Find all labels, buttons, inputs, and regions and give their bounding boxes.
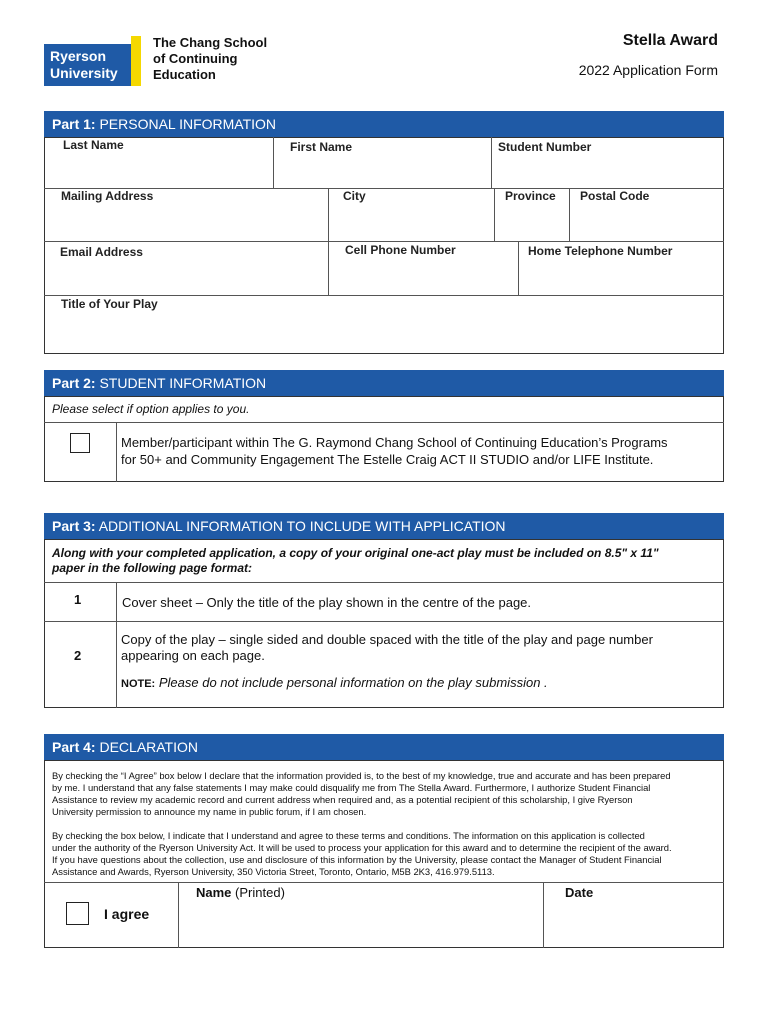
first-name-label: First Name: [290, 140, 353, 154]
part3-heading: [44, 513, 724, 539]
para1-line1: By checking the “I Agree” box below I declare that the information provided is, to the best of my knowledge, true and accurate and has been prepared: [52, 770, 671, 781]
postal-code-field[interactable]: [570, 205, 723, 240]
part1-title: PERSONAL INFORMATION: [99, 116, 277, 132]
mailing-address-label: Mailing Address: [61, 189, 154, 203]
divider: [44, 422, 724, 423]
province-field[interactable]: [495, 205, 568, 240]
declaration-para1: [52, 770, 720, 818]
divider: [116, 582, 117, 708]
divider: [44, 621, 724, 622]
option-line1: Member/participant within The G. Raymond Chang School of Continuing Education’s Programs: [121, 435, 668, 450]
para2-line1: By checking the box below, I indicate that I understand and agree to these terms and conditions. The information on this application is collected: [52, 830, 645, 841]
note: [121, 675, 548, 690]
divider: [116, 422, 117, 482]
declaration-para2: [52, 830, 720, 878]
home-phone-field[interactable]: [519, 260, 723, 294]
divider: [44, 241, 724, 242]
item2-line1: Copy of the play – single sided and double spaced with the title of the play and page number: [121, 632, 653, 647]
first-name-field[interactable]: [273, 138, 491, 188]
note-text: Please do not include personal information on the play submission .: [158, 675, 548, 690]
city-label: City: [343, 189, 366, 203]
school-line3: Education: [153, 67, 216, 82]
postal-code-label: Postal Code: [580, 189, 650, 203]
note-label: NOTE:: [121, 678, 156, 690]
part4-num: Part 4:: [52, 739, 96, 755]
name-printed-label: [196, 885, 285, 900]
intro-line1: Along with your completed application, a copy of your original one-act play must be included on 8.5" x 11": [52, 546, 659, 560]
school-line2: of Continuing: [153, 51, 238, 66]
part3-intro: [52, 546, 659, 576]
member-option-text: [121, 434, 668, 468]
name-printed-field[interactable]: [179, 903, 542, 947]
para1-line4: University permission to announce my name in public forum, if I am chosen.: [52, 806, 367, 817]
item2-number: 2: [74, 648, 82, 663]
play-title-label: Title of Your Play: [61, 297, 158, 311]
logo-line1: Ryerson: [50, 48, 107, 64]
student-number-field[interactable]: [492, 156, 722, 187]
para2-line4: Assistance and Awards, Ryerson University, 350 Victoria Street, Toronto, Ontario, M5B 2K3, 416.979.5113.: [52, 866, 495, 877]
name-label-rest: (Printed): [235, 885, 285, 900]
divider: [44, 295, 724, 296]
part4-title: DECLARATION: [99, 739, 199, 755]
para1-line3: Assistance to review my academic record and current address when required and, as a potential recipient of this scholarship, I give Ryerson: [52, 794, 633, 805]
agree-checkbox[interactable]: [66, 902, 89, 925]
play-title-field[interactable]: [45, 313, 723, 353]
city-field[interactable]: [329, 205, 493, 240]
form-subtitle: 2022 Application Form: [578, 62, 718, 78]
part1-num: Part 1:: [52, 116, 96, 132]
para2-line2: under the authority of the Ryerson University Act. It will be used to process your application for this award and to determine the recipient of the award.: [52, 842, 672, 853]
option-line2: for 50+ and Community Engagement The Estelle Craig ACT II STUDIO and/or LIFE Institute.: [121, 452, 654, 467]
part1-heading: [44, 111, 724, 137]
date-field[interactable]: [544, 903, 723, 947]
item1-number: 1: [74, 592, 82, 607]
part3-title: ADDITIONAL INFORMATION TO INCLUDE WITH APPLICATION: [98, 518, 506, 534]
last-name-field[interactable]: [45, 152, 272, 187]
province-label: Province: [505, 189, 556, 203]
para1-line2: by me. I understand that any false statements I may make could disqualify me from The Stella Award. Furthermore, I authorize Student Financial: [52, 782, 651, 793]
member-checkbox[interactable]: [70, 433, 90, 453]
divider: [44, 882, 724, 883]
cell-phone-field[interactable]: [329, 260, 517, 294]
cell-phone-label: Cell Phone Number: [345, 243, 456, 257]
divider: [44, 582, 724, 583]
para2-line3: If you have questions about the collection, use and disclosure of this information by the University, please contact the Manager of Student Financial: [52, 854, 662, 865]
school-line1: The Chang School: [153, 35, 268, 50]
date-label: Date: [565, 885, 594, 900]
item2-text: [121, 632, 653, 664]
ryerson-logo: [44, 44, 132, 86]
part2-title: STUDENT INFORMATION: [99, 375, 267, 391]
last-name-label: Last Name: [63, 138, 124, 152]
name-label-bold: Name: [196, 885, 232, 900]
agree-label: I agree: [104, 906, 150, 922]
logo-line2: University: [50, 65, 118, 81]
part3-num: Part 3:: [52, 518, 96, 534]
logo-yellow-bar: [131, 36, 141, 86]
intro-line2: paper in the following page format:: [52, 561, 253, 575]
home-phone-label: Home Telephone Number: [528, 244, 673, 258]
part2-instruction: Please select if option applies to you.: [52, 402, 250, 416]
part2-num: Part 2:: [52, 375, 96, 391]
item1-text: Cover sheet – Only the title of the play shown in the centre of the page.: [122, 595, 532, 610]
part2-heading: [44, 370, 724, 396]
item2-line2: appearing on each page.: [121, 648, 265, 663]
form-title: Stella Award: [622, 32, 718, 49]
student-number-label: Student Number: [498, 140, 592, 154]
school-name: [153, 35, 267, 83]
email-label: Email Address: [60, 245, 143, 259]
part4-heading: [44, 734, 724, 760]
mailing-address-field[interactable]: [45, 205, 327, 240]
email-field[interactable]: [45, 262, 327, 294]
